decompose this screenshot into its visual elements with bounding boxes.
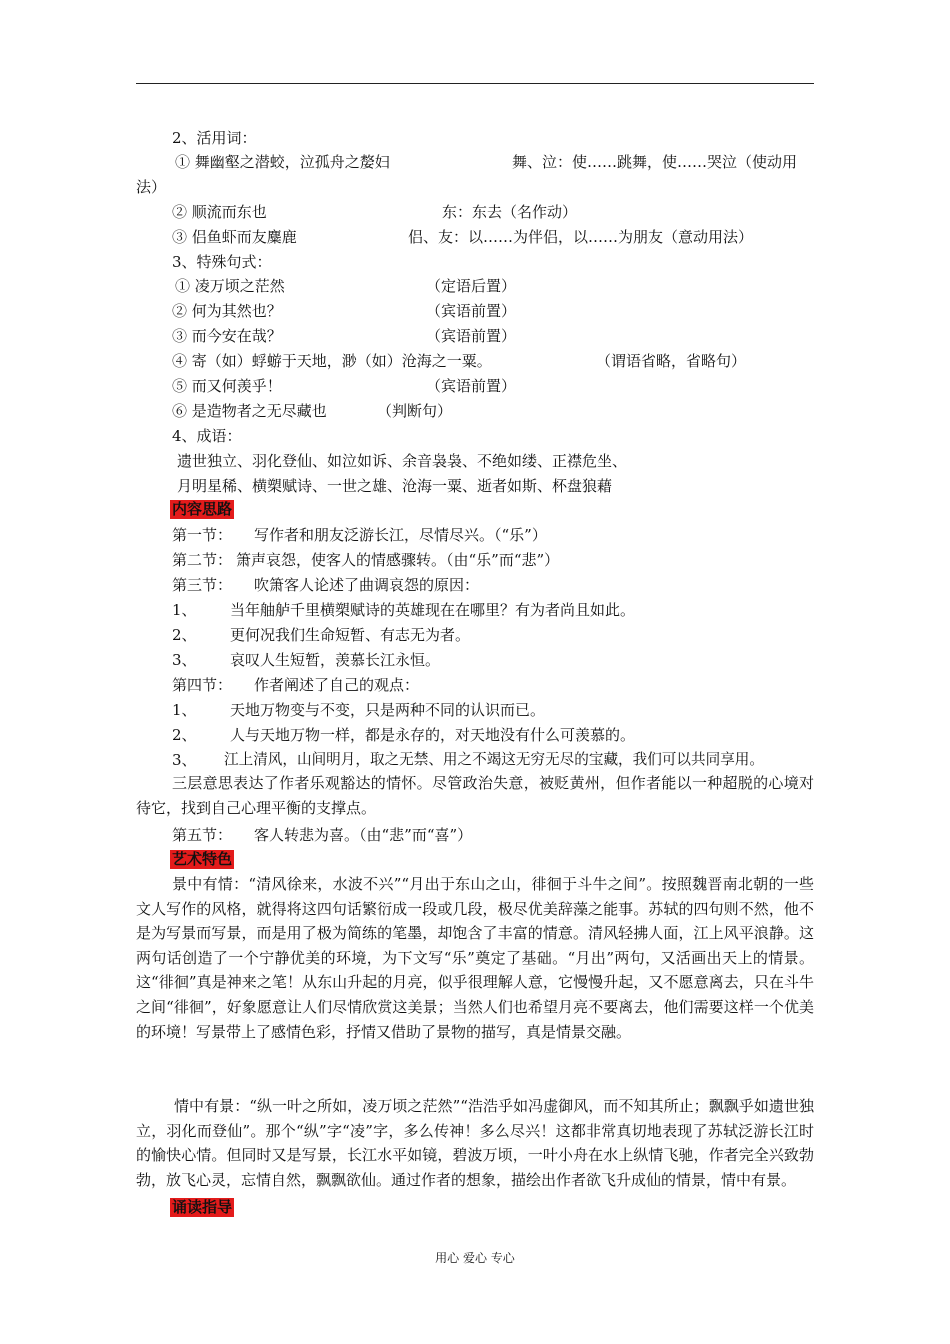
s3-item-text: ⑥ 是造物者之无尽藏也 — [172, 402, 327, 420]
outline-item-num: 3、 — [172, 651, 197, 669]
idioms-line-2: 月明星稀、横槊赋诗、一世之雄、沧海一粟、逝者如斯、杯盘狼藉 — [177, 477, 613, 495]
section-4-text: 作者阐述了自己的观点： — [254, 676, 420, 694]
s2-line3-text: ③ 侣鱼虾而友麋鹿 — [172, 228, 297, 246]
section-2-label: 第二节： — [172, 551, 233, 569]
header-rule — [136, 83, 814, 84]
content-outline-tag: 内容思路 — [172, 500, 233, 518]
section-2-text: 箫声哀怨，使客人的情感骤转。（由“乐”而“悲”） — [236, 551, 560, 569]
outline-item-text: 当年舳舻千里横槊赋诗的英雄现在在哪里？有为者尚且如此。 — [230, 601, 636, 619]
section-4-label: 第四节： — [172, 676, 233, 694]
s2-line2-text: ② 顺流而东也 — [172, 203, 267, 221]
idioms-line-1: 遗世独立、羽化登仙、如泣如诉、余音袅袅、不绝如缕、正襟危坐、 — [177, 452, 628, 470]
section-2-heading: 2、活用词： — [172, 129, 257, 147]
section-3-heading: 3、特殊句式： — [172, 253, 272, 271]
outline-item-num: 2、 — [172, 726, 197, 744]
outline-item-text: 江上清风，山间明月，取之无禁、用之不竭这无穷无尽的宝藏，我们可以共同享用。 — [224, 751, 764, 768]
recitation-tag: 诵读指导 — [172, 1198, 233, 1216]
art-features-tag: 艺术特色 — [172, 850, 233, 868]
section-3-label: 第三节： — [172, 576, 233, 594]
section-5-text: 客人转悲为喜。（由“悲”而“喜”） — [254, 826, 473, 844]
outline-item-text: 哀叹人生短暂，羡慕长江永恒。 — [230, 651, 441, 669]
art-paragraph-1: 景中有情：“清风徐来，水波不兴”“月出于东山之山，徘徊于斗牛之间”。按照魏晋南北朝的一些文人写作的风格，就得将这四句话繁衍成一段或几段，极尽优美辞藻之能事。苏轼的四句则不然，他不是为写景而写景，而是用了极为简练的笔墨，却饱含了丰富的情意。清风轻拂人面，江上风平浪静。这两句话创造了一个宁静优美的环境，为下文写“乐”奠定了基础。“月出”两句，又活画出天上的情景。这“徘徊”真是神来之笔！从东山升起的月亮，似乎很理解人意，它慢慢升起，又不愿意离去，只在斗牛之间“徘徊”，好象愿意让人们尽情欣赏这美景；当然人们也希望月亮不要离去，他们需要这样一个优美的环境！写景带上了感情色彩，抒情又借助了景物的描写，真是情景交融。 — [136, 875, 814, 1041]
outline-item-num: 1、 — [172, 701, 197, 719]
s3-item-note: （宾语前置） — [426, 302, 517, 320]
s3-item-text: ① 凌万顷之茫然 — [175, 277, 285, 295]
section-4-heading: 4、成语： — [172, 427, 242, 445]
s2-line1-note: 舞、泣：使……跳舞，使……哭泣（使动用 — [512, 153, 798, 171]
outline-item-text: 天地万物变与不变，只是两种不同的认识而已。 — [230, 701, 546, 719]
s3-item-note: （谓语省略，省略句） — [596, 352, 747, 370]
s3-item-note: （判断句） — [377, 402, 453, 420]
s3-item-text: ③ 而今安在哉？ — [172, 327, 282, 345]
s3-item-note: （定语后置） — [426, 277, 517, 295]
section-1-text: 写作者和朋友泛游长江，尽情尽兴。（“乐”） — [254, 526, 547, 544]
outline-item-text: 更何况我们生命短暂、有志无为者。 — [230, 626, 471, 644]
s3-item-note: （宾语前置） — [426, 377, 517, 395]
outline-item-num: 3、 — [172, 751, 197, 769]
section-5-label: 第五节： — [172, 826, 233, 844]
art-paragraph-2: 情中有景：“纵一叶之所如，凌万顷之茫然”“浩浩乎如冯虚御风，而不知其所止；飘飘乎如遗世独立，羽化而登仙”。那个“纵”字“凌”字，多么传神！多么尽兴！这都非常真切地表现了苏轼泛游长江时的愉快心情。但同时又是写景，长江水平如镜，碧波万顷，一叶小舟在水上纵情飞驰，作者完全兴致勃勃，放飞心灵，忘情自然，飘飘欲仙。通过作者的想象，描绘出作者欲飞升成仙的情景，情中有景。 — [136, 1097, 814, 1189]
s3-item-text: ② 何为其然也？ — [172, 302, 282, 320]
s3-item-note: （宾语前置） — [426, 327, 517, 345]
page-footer: 用心 爱心 专心 — [435, 1251, 515, 1265]
s2-line3-note: 侣、友：以……为伴侣，以……为朋友（意动用法） — [408, 228, 754, 246]
s2-line1-continued: 法） — [136, 178, 167, 196]
section-3-text: 吹箫客人论述了曲调哀怨的原因： — [254, 576, 480, 594]
outline-item-num: 2、 — [172, 626, 197, 644]
s3-item-text: ⑤ 而又何羡乎！ — [172, 377, 282, 395]
s2-line1-text: ① 舞幽壑之潜蛟，泣孤舟之嫠妇 — [175, 153, 390, 171]
outline-summary: 三层意思表达了作者乐观豁达的情怀。尽管政治失意，被贬黄州，但作者能以一种超脱的心境对待它，找到自己心理平衡的支撑点。 — [136, 774, 814, 817]
s2-line2-note: 东：东去（名作动） — [442, 203, 578, 221]
s3-item-text: ④ 寄（如）蜉蝣于天地，渺（如）沧海之一粟。 — [172, 352, 492, 370]
section-1-label: 第一节： — [172, 526, 233, 544]
outline-item-text: 人与天地万物一样，都是永存的，对天地没有什么可羡慕的。 — [230, 726, 636, 744]
outline-item-num: 1、 — [172, 601, 197, 619]
